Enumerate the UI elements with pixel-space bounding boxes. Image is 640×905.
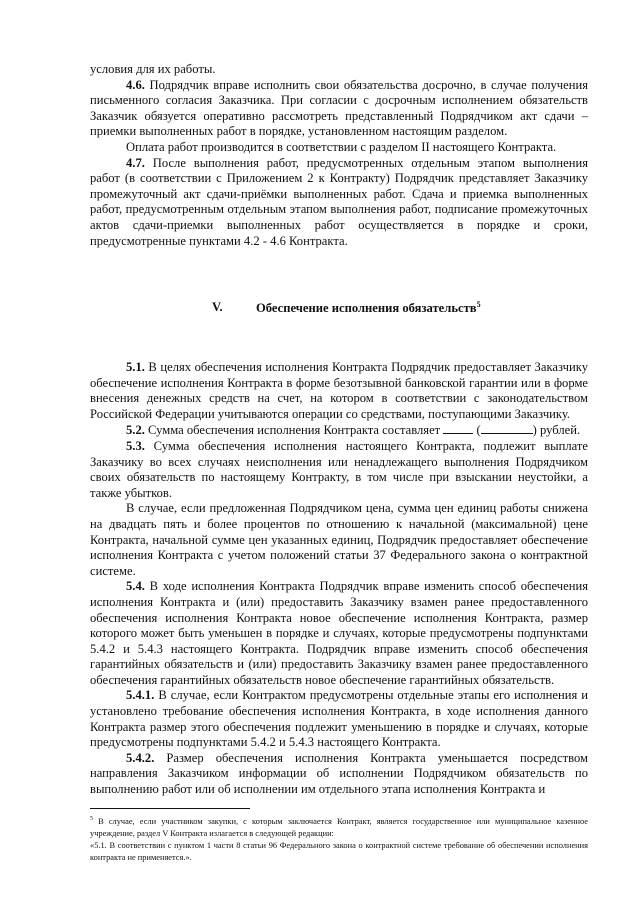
section-title: [256, 300, 481, 316]
clause-5-4-1: [90, 688, 588, 750]
top-text-block: [90, 62, 588, 249]
clause-5-4-2: [90, 751, 588, 798]
clause-number: 5.1.: [126, 360, 145, 374]
footnote-mark: 5: [90, 816, 93, 822]
clause-text: В целях обеспечения исполнения Контракта Подрядчик предоставляет Заказчику обеспечение исполнения Контракта в форме безотзывной банковской гарантии или в форме внесения денежных средств на счет, на котором в соответствии с законодательством Российской Федерации учитываются операции со средствами, поступающими Заказчику.: [90, 360, 588, 421]
clause-text: Размер обеспечения исполнения Контракта уменьшается посредством направления Заказчиком информации об исполнении Подрядчиком обязательств по выполнению работ или об исполнении им отдельного этапа исполнения Контракта и: [90, 750, 588, 797]
clause-5-3: [90, 439, 588, 501]
clause-number: 5.4.1.: [126, 688, 155, 703]
clause-number: 4.7.: [126, 155, 145, 170]
payment-paragraph: Оплата работ производится в соответствии с разделом II настоящего Контракта.: [126, 139, 557, 154]
clause-text: В случае, если Контрактом предусмотрены отдельные этапы его исполнения и установлено требование обеспечения исполнения Контракта, в ходе исполнения данного Контракта размер этого обеспечения подлежит уменьшению в порядке и случаях, которые предусмотрены подпунктами 5.4.2 и 5.4.3 настоящего Контракта.: [90, 688, 588, 750]
clause-text: После выполнения работ, предусмотренных отдельным этапом выполнения работ (в соответствии с Приложением 2 к Контракту) Подрядчик представляет Заказчику промежуточный акт сдачи-приёмки выполненных работ. Сдача и приемка выполненных работ, предусмотренным отдельным этапом выполнения работ, подписание промежуточных актов сдачи-приемки выполненных работ осуществляется в порядке и сроки, предусмотренные пунктами 4.2 - 4.6 Контракта.: [90, 155, 588, 248]
clause-text-mid: (: [473, 423, 481, 438]
footnote-text-2: «5.1. В соответствии с пунктом 1 части 8 статьи 96 Федерального закона о контрактной системе требование об обеспечении исполнения контракта не применяется.».: [90, 840, 588, 862]
section-number: V.: [212, 300, 223, 314]
amount-blank[interactable]: [443, 422, 473, 434]
clause-number: 5.3.: [126, 438, 145, 453]
paragraph-continuation: условия для их работы.: [90, 62, 216, 76]
footnote-body: В случае, если участником закупки, с которым заключается Контракт, является государственное или муниципальное казенное учреждение, раздел V Контракта излагается в следующей редакции:: [90, 816, 588, 838]
clause-number: 5.4.2.: [126, 750, 155, 765]
clause-text-end: ) рублей.: [532, 423, 581, 438]
clause-5-1: [90, 360, 588, 422]
section-title-text: Обеспечение исполнения обязательств: [256, 301, 477, 316]
clause-number: 5.4.: [126, 579, 145, 594]
amount-words-blank[interactable]: [481, 422, 533, 434]
footnote-text-1: [90, 813, 588, 840]
clause-4-7: [90, 156, 588, 250]
footnote: [90, 813, 588, 864]
clause-text: В ходе исполнения Контракта Подрядчик вправе изменить способ обеспечения исполнения Контракта и (или) предоставить Заказчику взамен ранее предоставленного обеспечения исполнения Контракта новое обеспечение исполнения Контракта, размер которого может быть уменьшен в порядке и случаях, которые предусмотрены подпунктами 5.4.2 и 5.4.3 настоящего Контракта. Подрядчик вправе изменить способ обеспечения гарантийных обязательств и (или) предоставить Заказчику взамен ранее предоставленного обеспечения гарантийных обязательств новое обеспечение гарантийных обязательств.: [90, 579, 588, 687]
footnote-ref: 5: [476, 300, 481, 309]
clause-number: 5.2.: [126, 423, 145, 438]
clause-5-2: [90, 422, 588, 439]
clause-text: Сумма обеспечения исполнения настоящего Контракта, подлежит выплате Заказчику во всех случаях неисполнения или ненадлежащего выполнения Подрядчиком своих обязательств по настоящему Контракту, в том числе при взыскании неустойки, а также убытков.: [90, 438, 588, 500]
clause-text: Сумма обеспечения исполнения Контракта составляет: [144, 423, 444, 438]
clause-number: 4.6.: [126, 77, 145, 92]
clause-4-6: [90, 78, 588, 140]
clause-5-4: [90, 579, 588, 688]
body-text-block: [90, 360, 588, 798]
clause-5-3-paragraph-2: В случае, если предложенная Подрядчиком цена, сумма цен единиц работы снижена на двадцать пять и более процентов по отношению к начальной (максимальной) цене Контракта, начальной сумме цен указанных единиц, Подрядчик предоставляет обеспечение исполнения Контракта с учетом положений статьи 37 Федерального закона о контрактной системе.: [90, 501, 588, 578]
footnote-divider: [90, 808, 250, 809]
clause-text: Подрядчик вправе исполнить свои обязательства досрочно, в случае получения письменного согласия Заказчика. При согласии с досрочным исполнением обязательств Заказчик обязуется оперативно рассмотреть представленный Подрядчиком акт сдачи – приемки выполненных работ в порядке, установленном настоящим разделом.: [90, 77, 588, 139]
